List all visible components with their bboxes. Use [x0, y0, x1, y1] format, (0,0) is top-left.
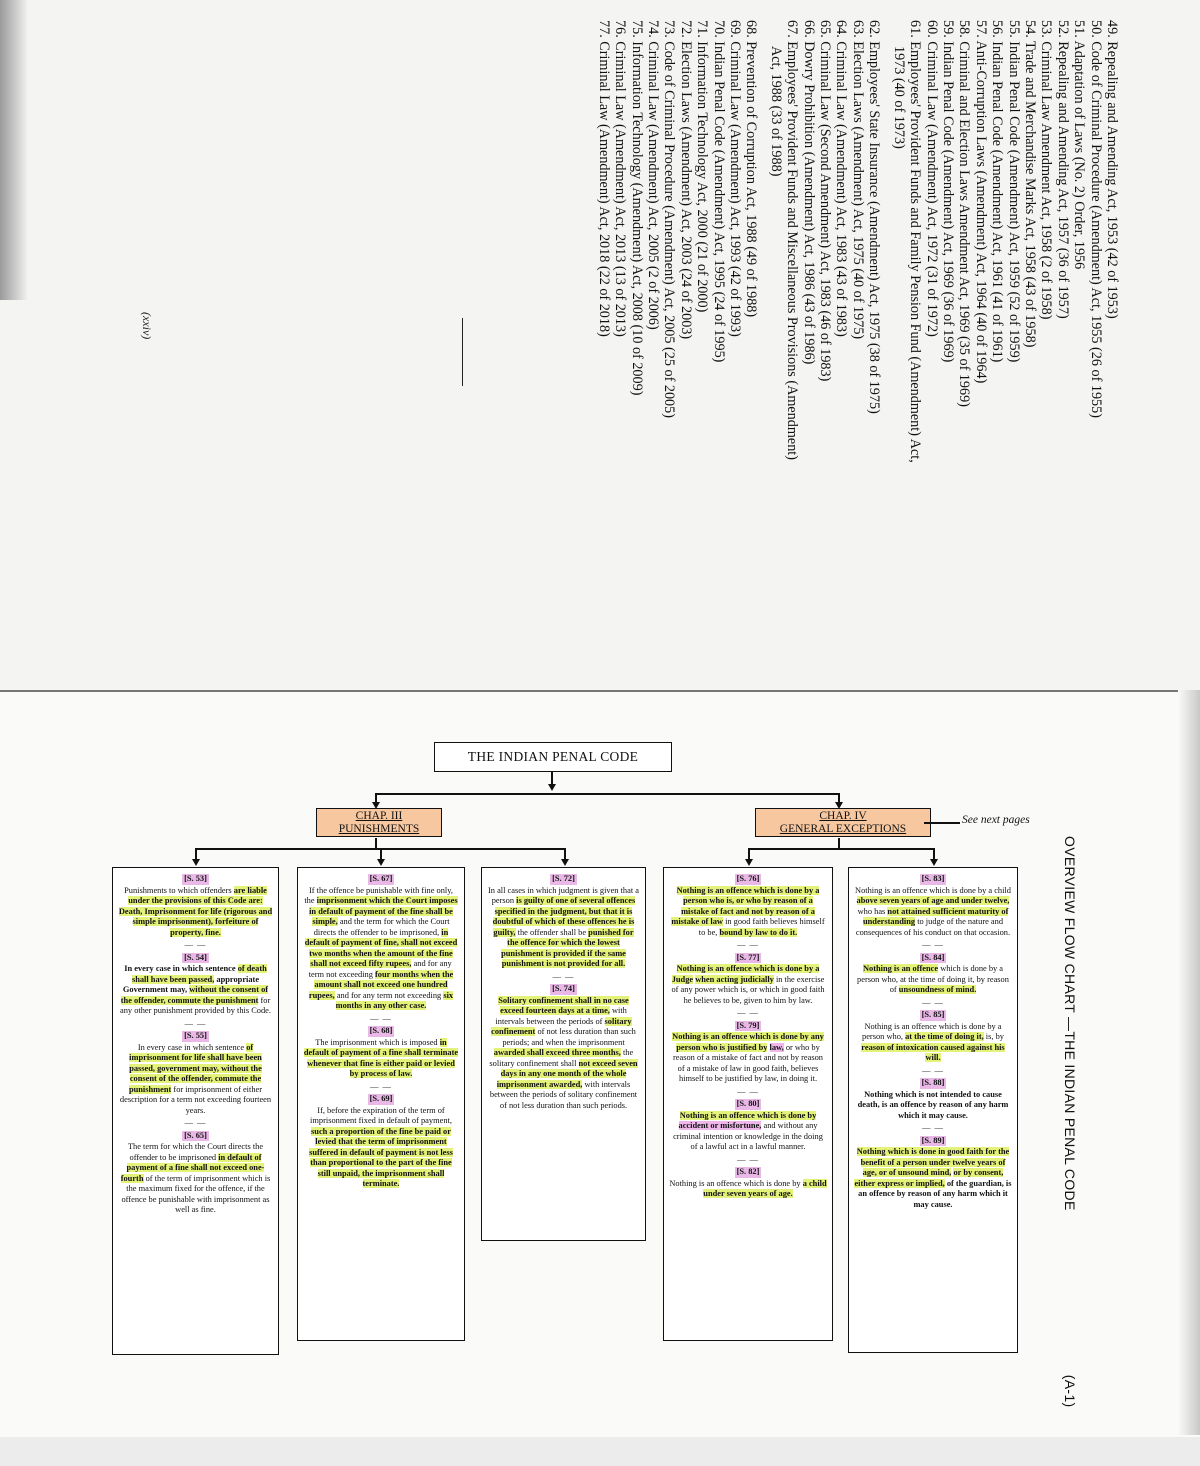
list-item: 54. Trade and Merchandise Marks Act, 1958 (43 of 1958): [1021, 20, 1038, 348]
section-text: [669, 1032, 827, 1085]
list-item: 53. Criminal Law Amendment Act, 1958 (2 of 1958): [1038, 20, 1055, 320]
list-item: 71. Information Technology Act, 2000 (21 of 2000): [694, 20, 711, 313]
highlight: Solitary confinement shall in no case exceed fourteen days at a time,: [498, 995, 629, 1015]
text: for imprisonment of either description for a term not exceeding fourteen years.: [119, 1084, 272, 1115]
highlight: Judge: [671, 974, 694, 984]
list-item: 76. Criminal Law (Amendment) Act, 2013 (13 of 2013): [612, 20, 629, 337]
highlight: Nothing which is done in good faith for the benefit of a person under twelve years of age, or of unsound mind,: [856, 1147, 1010, 1177]
text: If, before the expiration of the term of imprisonment fixed in default of payment,: [310, 1105, 452, 1125]
separator: — —: [922, 997, 944, 1007]
list-item: 69. Criminal Law (Amendment) Act, 1993 (42 of 1993): [727, 20, 744, 337]
separator: — —: [370, 1081, 392, 1091]
page-number: (xxiv): [140, 312, 154, 340]
arrow-down-icon: [192, 859, 200, 866]
amendment-acts-list: [540, 20, 1120, 640]
arrow-down-icon: [745, 859, 753, 866]
highlight: at the time of doing it,: [905, 1032, 984, 1041]
separator: — —: [184, 940, 207, 949]
list-item: 59. Indian Penal Code (Amendment) Act, 1969 (36 of 1969): [939, 20, 956, 363]
text: Nothing is an offence which is done by: [669, 1178, 801, 1188]
section-label: [S. 89]: [921, 1135, 945, 1145]
text: and for any term not exceeding: [336, 990, 442, 1000]
separator: — —: [737, 1008, 759, 1017]
highlight: Nothing is an offence which is done by: [679, 1110, 817, 1120]
section-label: [S. 77]: [736, 952, 760, 962]
section-text: [303, 886, 459, 1012]
text: In every case in which sentence: [124, 964, 236, 973]
list-item: 68. Prevention of Corruption Act, 1988 (49 of 1988): [743, 20, 760, 318]
section-text: [669, 964, 827, 1006]
text: The term for which the Court directs the offender to be imprisoned: [127, 1142, 264, 1162]
highlight: Nothing is an offence: [862, 964, 939, 973]
highlight: not exceed seven days in any one month of the whole imprisonment awarded,: [496, 1058, 638, 1089]
section-text: [854, 886, 1012, 939]
list-item: 75. Information Technology (Amendment) Act, 2008 (10 of 2009): [628, 20, 645, 396]
section-label: [S. 65]: [184, 1130, 207, 1140]
highlight: awarded shall exceed three months,: [493, 1048, 621, 1057]
separator: — —: [552, 971, 575, 981]
highlight: without the consent of the offender, commute the punishment: [120, 985, 269, 1005]
section-label: [S. 72]: [552, 874, 575, 883]
page-edge-shadow: [1178, 690, 1200, 1435]
highlight: a child under seven years of age.: [703, 1178, 827, 1198]
text: appropriate Government may,: [122, 974, 260, 994]
text: The imprisonment which is imposed: [315, 1037, 438, 1047]
section-text: [854, 964, 1012, 996]
section-label: [S. 80]: [736, 1099, 760, 1108]
highlight: above seven years of age and under twelve,: [856, 896, 1010, 905]
highlight: law,: [769, 1042, 784, 1052]
highlight: solitary confinement: [491, 1016, 632, 1036]
section-text: [303, 1106, 459, 1190]
highlight: imprisonment which the Court imposes in default of payment of the fine shall be simple,: [309, 896, 458, 926]
arrow-down-icon: [548, 784, 556, 791]
section-text: [118, 1043, 273, 1117]
text: in good faith believes himself to be,: [698, 917, 825, 937]
separator: — —: [737, 940, 759, 949]
section-text: [669, 1111, 827, 1153]
connector: [375, 793, 839, 795]
section-label: [S. 85]: [921, 1010, 945, 1019]
highlight: reason of intoxication caused against his will.: [861, 1042, 1005, 1062]
text: If the offence be punishable with fine only, the: [304, 885, 453, 905]
section-label: [S. 83]: [921, 874, 945, 883]
text: with intervals between the periods of: [495, 1006, 627, 1026]
section-label: [S. 67]: [369, 874, 393, 883]
list-item: 74. Criminal Law (Amendment) Act, 2005 (2 of 2006): [645, 20, 662, 330]
list-item: 56. Indian Penal Code (Amendment) Act, 1961 (41 of 1961): [989, 20, 1006, 363]
highlight: are liable under the provisions of this Code are: Death, Imprisonment for life (rigorous and simple imprisonment), forfeiture of property, fine.: [118, 885, 273, 937]
box-punishments-s67-s69: [297, 867, 465, 1341]
text: to judge of the nature and consequences of his conduct on that occasion.: [855, 917, 1011, 937]
list-item: 66. Dowry Prohibition (Amendment) Act, 1986 (43 of 1986): [800, 20, 817, 365]
box-exceptions-s83-s89: [848, 867, 1018, 1353]
highlight: either express or implied,: [854, 1178, 945, 1188]
text: in the exercise of any power which is, or which in good faith he believes to be, given to him by law.: [671, 974, 825, 1005]
section-label: [S. 79]: [736, 1020, 760, 1030]
list-item: 62. Employees' State Insurance (Amendment) Act, 1975 (38 of 1975): [866, 20, 883, 414]
text: of not less duration than such periods; and when the imprisonment: [502, 1027, 636, 1047]
highlight: four months when the amount shall not exceed one hundred rupees,: [308, 969, 454, 1000]
list-item: 67. Employees' Provident Funds and Miscellaneous Provisions (Amendment): [784, 20, 801, 460]
highlight: bound by law to do it.: [719, 927, 798, 937]
list-item: 55. Indian Penal Code (Amendment) Act, 1959 (52 of 1959): [1005, 20, 1022, 363]
separator: — —: [737, 1086, 759, 1096]
top-page: [0, 0, 1200, 690]
text: In every case in which sentence: [137, 1042, 245, 1052]
highlight: when acting judicially: [695, 974, 774, 984]
text: and the term for which the Court directs the offender to be imprisoned,: [313, 917, 450, 937]
highlight: Nothing is an offence which is done by any person who is justified by: [672, 1032, 824, 1052]
list-item: 65. Criminal Law (Second Amendment) Act, 1983 (46 of 1983): [817, 20, 834, 382]
chapter-title: GENERAL EXCEPTIONS: [779, 822, 907, 835]
chapter-number: CHAP. III: [355, 810, 403, 822]
section-label: [S. 88]: [921, 1078, 945, 1087]
section-label: [S. 84]: [921, 952, 945, 962]
end-rule: [462, 318, 463, 386]
list-item: 51. Adaptation of Laws (No. 2) Order, 1956: [1071, 20, 1088, 270]
list-item: 70. Indian Penal Code (Amendment) Act, 1995 (24 of 1995): [710, 20, 727, 363]
text: who has: [857, 906, 886, 916]
text: with intervals between the periods of solitary confinement of not less duration than such periods.: [489, 1079, 638, 1110]
chapter-number: CHAP. IV: [819, 810, 867, 822]
separator: — —: [184, 1118, 207, 1127]
text: and without any criminal intention or knowledge in the doing of a lawful act in a lawful manner.: [673, 1121, 823, 1151]
text: Nothing is an offence which is done by a child: [855, 885, 1011, 895]
text: Punishments to which offenders: [124, 885, 232, 895]
section-text: [118, 886, 273, 939]
list-item-continuation: 1973 (40 of 1973): [890, 46, 907, 149]
root-node-ipc: THE INDIAN PENAL CODE: [434, 742, 672, 772]
separator: — —: [370, 1013, 392, 1023]
box-punishments-s72-s74: [481, 867, 646, 1241]
highlight: not attained sufficient maturity of understanding: [862, 906, 1009, 926]
text: the offender shall be: [517, 927, 587, 937]
highlight: of death shall have been passed,: [131, 964, 267, 984]
highlight: accident or misfortune,: [678, 1121, 762, 1130]
section-text: [669, 1179, 827, 1200]
highlight: Nothing is an offence which is done by a: [676, 964, 820, 973]
section-text: [303, 1038, 459, 1080]
list-item: 52. Repealing and Amending Act, 1957 (36 of 1957): [1054, 20, 1071, 319]
section-text: [669, 886, 827, 939]
text: for any other punishment provided by this Code.: [120, 995, 271, 1015]
page-edge-shadow: [0, 0, 28, 300]
arrow-down-icon: [377, 859, 385, 866]
box-punishments-s53-s65: [112, 867, 279, 1355]
chapter-4-node: [755, 808, 931, 837]
section-label: [S. 55]: [184, 1031, 207, 1040]
separator: — —: [922, 940, 944, 949]
highlight: such a proportion of the fine be paid or levied that the term of imprisonment suffered in default of payment is not less than proportional to the part of the fine still unpaid, the imprisonment shall terminate.: [309, 1126, 453, 1188]
section-label: [S. 76]: [736, 874, 760, 883]
list-item: 57. Anti-Corruption Laws (Amendment) Act, 1964 (40 of 1964): [972, 20, 989, 384]
separator: — —: [184, 1018, 207, 1028]
highlight: in default of payment of a fine shall terminate whenever that fine is either paid or levied by process of law.: [303, 1037, 459, 1078]
text: is, by: [985, 1032, 1004, 1041]
arrow-down-icon: [930, 859, 938, 866]
connector: [924, 822, 960, 824]
section-label: [S. 69]: [369, 1094, 393, 1103]
chart-side-title: [1062, 836, 1078, 1466]
see-next-note: See next pages: [962, 814, 1030, 826]
chapter-3-node: [316, 808, 442, 837]
highlight: is guilty of one of several offences specified in the judgment, but that it is doubtful of which of these offences he is guilty,: [492, 896, 636, 937]
highlight: in default of payment of a fine shall not exceed one-fourth: [120, 1152, 265, 1183]
highlight: punished for the offence for which the lowest punishment is provided if the same punishment is not provided for all.: [501, 927, 634, 968]
box-exceptions-s76-s82: [663, 867, 833, 1341]
highlight: in default of payment of fine, shall not exceed two months when the amount of the fine shall not exceed fifty rupees,: [304, 927, 458, 968]
text: the solitary confinement shall: [489, 1048, 634, 1068]
section-label: [S. 54]: [184, 952, 207, 962]
highlight: of imprisonment for life shall have been passed, government may, without the consent of the offender, commute the punishment: [128, 1042, 262, 1094]
separator: — —: [922, 1065, 944, 1075]
text: and for any term not exceeding: [308, 959, 452, 979]
list-item-continuation: Act, 1988 (33 of 1988): [767, 46, 784, 177]
arrow-down-icon: [561, 859, 569, 866]
text: Nothing is an offence which is done by a person who,: [862, 1021, 1002, 1041]
highlight: Nothing is an offence which is done by a person who is, or who by reason of a mistake of fact and not by reason of a mistake of law: [671, 885, 820, 926]
section-label: [S. 82]: [736, 1167, 760, 1176]
text: or who by reason of a mistake of fact and not by reason of a mistake of law in good faith, believes himself to be justified by law, in doing it.: [673, 1042, 823, 1083]
separator: — —: [922, 1123, 944, 1132]
list-item: 64. Criminal Law (Amendment) Act, 1983 (43 of 1983): [833, 20, 850, 337]
text: In all cases in which judgment is given that a person: [488, 885, 639, 905]
section-label: [S. 68]: [369, 1026, 393, 1035]
list-item: 58. Criminal and Election Laws Amendment Act, 1969 (35 of 1969): [956, 20, 973, 407]
list-item: 61. Employees' Provident Funds and Family Pension Fund (Amendment) Act,: [907, 20, 924, 463]
list-item: 60. Criminal Law (Amendment) Act, 1972 (31 of 1972): [923, 20, 940, 337]
section-text: Nothing which is not intended to cause death, is an offence by reason of any harm which it may cause.: [857, 1089, 1009, 1120]
highlight: six months in any other case.: [335, 990, 454, 1010]
separator: — —: [737, 1154, 759, 1164]
list-item: 63. Election Laws (Amendment) Act, 1975 (40 of 1975): [849, 20, 866, 340]
section-text: [854, 1147, 1012, 1210]
highlight: unsoundness of mind.: [898, 985, 977, 994]
text: of the term of imprisonment which is the maximum fixed for the offence, if the offence be punishable with imprisonment as well as fine.: [121, 1173, 271, 1214]
text: which is done by a person who, at the time of doing it, by reason of: [857, 964, 1009, 994]
section-text: [118, 1142, 273, 1216]
side-page-number: (A-1): [1062, 1374, 1078, 1408]
section-text: [487, 886, 640, 970]
list-item: 49. Repealing and Amending Act, 1953 (42 of 1953): [1104, 20, 1120, 319]
chapter-title: PUNISHMENTS: [338, 822, 420, 835]
section-text: [118, 964, 273, 1017]
section-text: [854, 1022, 1012, 1064]
section-text: [487, 996, 640, 1112]
section-label: [S. 74]: [552, 984, 575, 993]
list-item: 50. Code of Criminal Procedure (Amendment) Act, 1955 (26 of 1955): [1087, 20, 1104, 418]
connector: [748, 848, 934, 850]
highlight: or by consent,: [953, 1168, 1004, 1177]
list-item: 77. Criminal Law (Amendment) Act, 2018 (22 of 2018): [595, 20, 612, 337]
list-item: 72. Election Laws (Amendment) Act, 2003 (24 of 2003): [677, 20, 694, 340]
list-item: 73. Code of Criminal Procedure (Amendment) Act, 2005 (25 of 2005): [661, 20, 678, 418]
section-label: [S. 53]: [184, 874, 207, 883]
text: of the guardian, is an offence by reason of any harm which it may cause.: [858, 1178, 1012, 1209]
side-title-text: OVERVIEW FLOW CHART —THE INDIAN PENAL CODE: [1062, 836, 1078, 1211]
